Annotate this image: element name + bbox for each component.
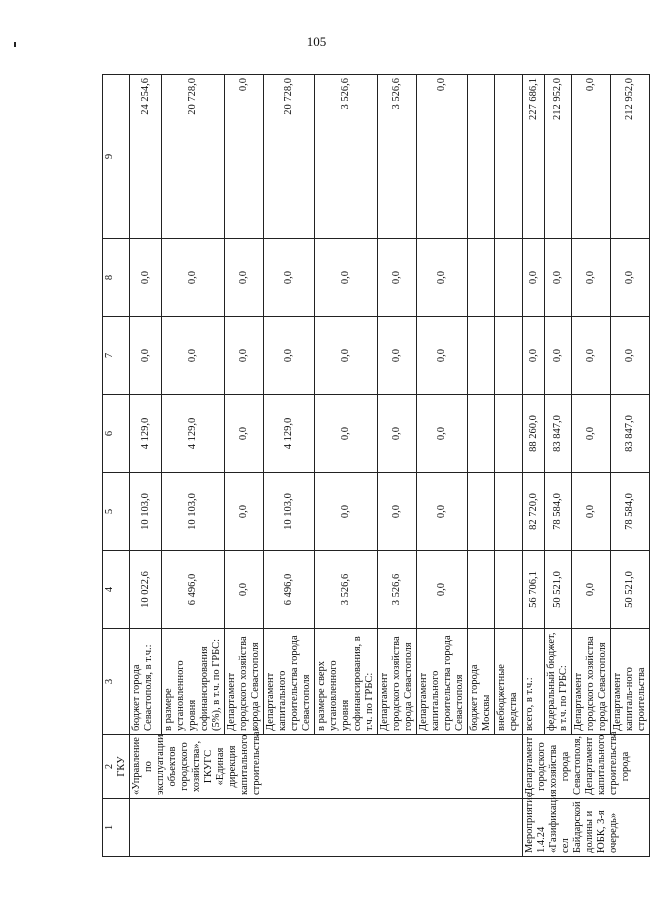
value-cell xyxy=(495,317,523,395)
header-cell: 4 xyxy=(103,551,130,629)
value-cell: 10 103,0 xyxy=(264,473,315,551)
value-cell: 0,0 xyxy=(315,473,378,551)
value-cell: 0,0 xyxy=(417,473,468,551)
value-cell: 0,0 xyxy=(572,473,611,551)
value-cell: 0,0 xyxy=(225,239,264,317)
value-cell: 0,0 xyxy=(315,239,378,317)
value-cell: 0,0 xyxy=(315,317,378,395)
value-cell: 0,0 xyxy=(378,473,417,551)
value-cell xyxy=(495,473,523,551)
value-cell: 6 496,0 xyxy=(264,551,315,629)
value-cell: 10 022,6 xyxy=(130,551,162,629)
header-cell: 6 xyxy=(103,395,130,473)
value-cell: 0,0 xyxy=(572,317,611,395)
value-cell: 83 847,0 xyxy=(545,395,572,473)
source-cell: в размере сверх установленного уровня софинансирования, в т.ч. по ГРБС: xyxy=(315,629,378,735)
source-cell: внебюджетные средства xyxy=(495,629,523,735)
value-cell: 0,0 xyxy=(130,239,162,317)
value-cell xyxy=(495,551,523,629)
value-cell: 212 952,0 xyxy=(611,75,650,239)
value-cell: 0,0 xyxy=(611,317,650,395)
value-cell: 0,0 xyxy=(417,317,468,395)
header-cell: 2 ГКУ xyxy=(103,735,130,799)
header-cell: 8 xyxy=(103,239,130,317)
value-cell: 0,0 xyxy=(378,239,417,317)
value-cell xyxy=(468,75,495,239)
value-cell: 0,0 xyxy=(130,317,162,395)
value-cell: 0,0 xyxy=(523,317,545,395)
value-cell xyxy=(468,395,495,473)
table-row xyxy=(523,75,545,857)
value-cell: 4 129,0 xyxy=(264,395,315,473)
value-cell: 10 103,0 xyxy=(130,473,162,551)
source-cell: Департамент городского хозяйства города Севастополя xyxy=(378,629,417,735)
source-cell: Департамент капиталь-ного строительства xyxy=(611,629,650,735)
value-cell: 0,0 xyxy=(225,473,264,551)
source-cell: Департамент городского хозяйства города Севастополя xyxy=(572,629,611,735)
value-cell: 0,0 xyxy=(545,317,572,395)
value-cell: 20 728,0 xyxy=(264,75,315,239)
value-cell xyxy=(468,551,495,629)
source-cell: Департамент капитального строительства города Севастополя xyxy=(264,629,315,735)
source-cell: Департамент капитального строительства города Севастополя xyxy=(417,629,468,735)
measure-cell: Мероприятие 1.4.24 «Газификация сел Байдарской долины и ЮБК, 3-я очередь» xyxy=(523,799,650,857)
value-cell: 0,0 xyxy=(264,317,315,395)
value-cell: 3 526,6 xyxy=(378,551,417,629)
table-row xyxy=(130,75,162,857)
value-cell: 0,0 xyxy=(572,239,611,317)
value-cell: 20 728,0 xyxy=(162,75,225,239)
value-cell: 0,0 xyxy=(162,239,225,317)
value-cell xyxy=(495,395,523,473)
value-cell xyxy=(495,239,523,317)
value-cell: 0,0 xyxy=(225,75,264,239)
value-cell: 0,0 xyxy=(378,395,417,473)
value-cell: 0,0 xyxy=(545,239,572,317)
value-cell: 0,0 xyxy=(225,395,264,473)
value-cell xyxy=(468,317,495,395)
value-cell xyxy=(495,75,523,239)
header-cell: 5 xyxy=(103,473,130,551)
table-body xyxy=(103,75,650,857)
rotated-table-container xyxy=(102,75,647,857)
header-cell: 3 xyxy=(103,629,130,735)
value-cell: 83 847,0 xyxy=(611,395,650,473)
value-cell: 0,0 xyxy=(611,239,650,317)
value-cell: 0,0 xyxy=(572,551,611,629)
value-cell: 227 686,1 xyxy=(523,75,545,239)
value-cell: 0,0 xyxy=(572,75,611,239)
source-cell: бюджет города Севастополя, в т.ч.: xyxy=(130,629,162,735)
source-cell: федеральный бюджет, в т.ч. по ГРБС: xyxy=(545,629,572,735)
value-cell: 3 526,6 xyxy=(315,75,378,239)
header-cell: 1 xyxy=(103,799,130,857)
value-cell xyxy=(468,473,495,551)
value-cell: 78 584,0 xyxy=(545,473,572,551)
value-cell: 3 526,6 xyxy=(378,75,417,239)
executor-cell: Департамент городского хозяйства города Севастополя, Департамент капитального строительства города xyxy=(523,735,650,799)
source-cell: всего, в т.ч.: xyxy=(523,629,545,735)
value-cell: 0,0 xyxy=(162,317,225,395)
value-cell: 78 584,0 xyxy=(611,473,650,551)
value-cell: 4 129,0 xyxy=(162,395,225,473)
value-cell: 3 526,6 xyxy=(315,551,378,629)
value-cell: 24 254,6 xyxy=(130,75,162,239)
value-cell: 4 129,0 xyxy=(130,395,162,473)
value-cell: 0,0 xyxy=(378,317,417,395)
measure-cell xyxy=(130,799,523,857)
value-cell: 10 103,0 xyxy=(162,473,225,551)
value-cell: 50 521,0 xyxy=(611,551,650,629)
value-cell: 82 720,0 xyxy=(523,473,545,551)
value-cell: 56 706,1 xyxy=(523,551,545,629)
value-cell: 88 260,0 xyxy=(523,395,545,473)
value-cell: 0,0 xyxy=(225,317,264,395)
budget-table xyxy=(102,74,650,857)
value-cell xyxy=(468,239,495,317)
header-cell: 9 xyxy=(103,75,130,239)
header-row xyxy=(103,75,130,857)
page-number: 105 xyxy=(306,34,327,49)
value-cell: 0,0 xyxy=(523,239,545,317)
value-cell: 50 521,0 xyxy=(545,551,572,629)
value-cell: 0,0 xyxy=(315,395,378,473)
value-cell: 0,0 xyxy=(417,239,468,317)
value-cell: 0,0 xyxy=(572,395,611,473)
value-cell: 6 496,0 xyxy=(162,551,225,629)
value-cell: 0,0 xyxy=(417,75,468,239)
value-cell: 212 952,0 xyxy=(545,75,572,239)
value-cell: 0,0 xyxy=(225,551,264,629)
value-cell: 0,0 xyxy=(264,239,315,317)
header-cell: 7 xyxy=(103,317,130,395)
source-cell: бюджет города Москвы xyxy=(468,629,495,735)
value-cell: 0,0 xyxy=(417,395,468,473)
executor-cell: «Управление по эксплуатации объектов городского хозяйства», ГКУГС «Единая дирекция капитального строительства» xyxy=(130,735,523,799)
value-cell: 0,0 xyxy=(417,551,468,629)
source-cell: Департамент городского хозяйства города Севастополя xyxy=(225,629,264,735)
source-cell: в размере установленного уровня софинансирования (5%), в т.ч. по ГРБС: xyxy=(162,629,225,735)
